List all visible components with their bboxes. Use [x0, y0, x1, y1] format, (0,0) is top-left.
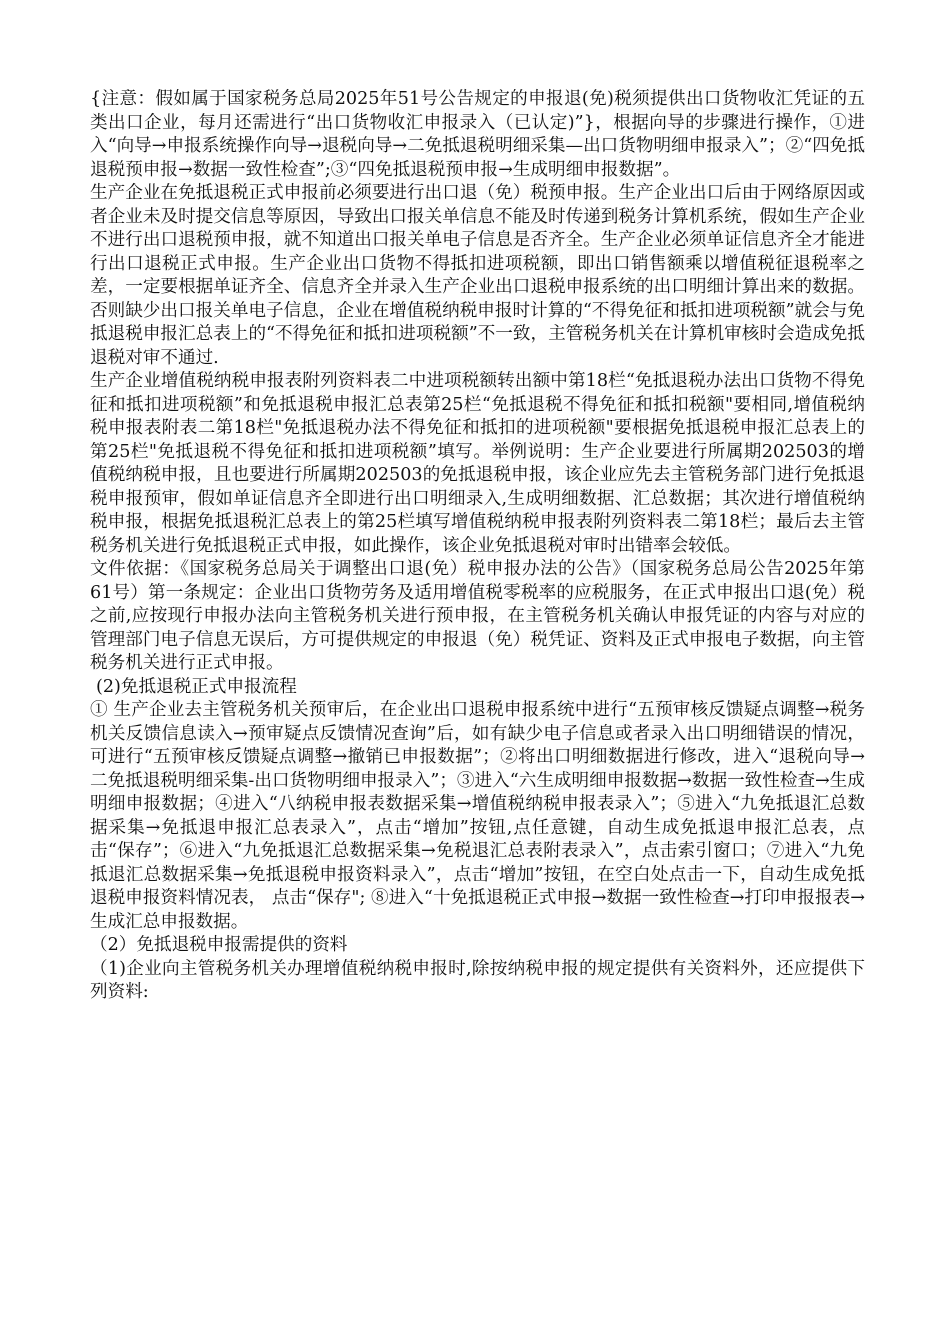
legal-basis-paragraph: 文件依据：《国家税务总局关于调整出口退(免）税申报办法的公告》（国家税务总局公告2025年第61号）第一条规定：企业出口货物劳务及适用增值税零税率的应税服务，在正式申报出口退(免）税之前,应按现行申报办法向主管税务机关进行预申报，在主管税务机关确认申报凭证的内容与对应的管理部门电子信息无误后，方可提供规定的申报退（免）税凭证、资料及正式申报电子数据，向主管税务机关进行正式申报。 [90, 559, 865, 673]
required-materials-paragraph: （1)企业向主管税务机关办理增值税纳税申报时,除按纳税申报的规定提供有关资料外，还应提供下列资料: [90, 958, 865, 1002]
pre-declaration-paragraph: 生产企业在免抵退税正式申报前必须要进行出口退（免）税预申报。生产企业出口后由于网络原因或者企业未及时提交信息等原因，导致出口报关单信息不能及时传递到税务计算机系统，假如生产企业不进行出口退税预申报，就不知道出口报关单电子信息是否齐全。生产企业必须单证信息齐全才能进行出口退税正式申报。生产企业出口货物不得抵扣进项税额，即出口销售额乘以增值税征退税率之差，一定要根据单证齐全、信息齐全并录入生产企业出口退税申报系统的出口明细计算出来的数据。否则缺少出口报关单电子信息，企业在增值税纳税申报时计算的“不得免征和抵扣进项税额”就会与免抵退税申报汇总表上的“不得免征和抵扣进项税额”不一致，主管税务机关在计算机审核时会造成免抵退税对审不通过. [90, 183, 865, 368]
section-heading-formal-process: (2)免抵退税正式申报流程 [96, 676, 297, 697]
notice-paragraph: {注意：假如属于国家税务总局2025年51号公告规定的申报退(免)税须提供出口货物收汇凭证的五类出口企业，每月还需进行“出口货物收汇申报录入（已认定)”}，根据向导的步骤进行操作，①进入“向导→申报系统操作向导→退税向导→二免抵退税明细采集—出口货物明细申报录入”；②“四免抵退税预申报→数据一致性检查”;③“四免抵退税预申报→生成明细申报数据”。 [90, 89, 865, 180]
vat-table-paragraph: 生产企业增值税纳税申报表附列资料表二中进项税额转出额中第18栏“免抵退税办法出口货物不得免征和抵扣进项税额”和免抵退税申报汇总表第25栏“免抵退税不得免征和抵扣税额"要相同,增值税纳税申报表附表二第18栏"免抵退税办法不得免征和抵扣的进项税额"要根据免抵退税申报汇总表上的第25栏"免抵退税不得免征和抵扣进项税额”填写。举例说明：生产企业要进行所属期202503的增值税纳税申报，且也要进行所属期202503的免抵退税申报，该企业应先去主管税务部门进行免抵退税申报预审，假如单证信息齐全即进行出口明细录入,生成明细数据、汇总数据；其次进行增值税纳税申报，根据免抵退税汇总表上的第25栏填写增值税纳税申报表附列资料表二第18栏；最后去主管税务机关进行免抵退税正式申报，如此操作，该企业免抵退税对审时出错率会较低。 [90, 371, 865, 556]
document-page [90, 88, 865, 1005]
section-heading-required-materials: （2）免抵退税申报需提供的资料 [90, 935, 348, 955]
formal-process-steps-paragraph: ① 生产企业去主管税务机关预审后，在企业出口退税申报系统中进行“五预审核反馈疑点调整→税务机关反馈信息读入→预审疑点反馈情况查询”后，如有缺少电子信息或者录入出口明细错误的情况，可进行“五预审核反馈疑点调整→撤销已申报数据”；②将出口明细数据进行修改，进入“退税向导→二免抵退税明细采集-出口货物明细申报录入”；③进入“六生成明细申报数据→数据一致性检查→生成明细申报数据；④进入“八纳税申报表数据采集→增值税纳税申报表录入”；⑤进入“九免抵退汇总数据采集→免抵退申报汇总表录入”，点击“增加”按钮,点任意键，自动生成免抵退申报汇总表，点击“保存”；⑥进入“九免抵退汇总数据采集→免税退汇总表附表录入”，点击索引窗口；⑦进入“九免抵退汇总数据采集→免抵退税申报资料录入”，点击“增加”按钮，在空白处点击一下，自动生成免抵退税申报资料情况表， 点击“保存"; ⑧进入“十免抵退税正式申报→数据一致性检查→打印申报报表→生成汇总申报数据。 [90, 700, 865, 932]
